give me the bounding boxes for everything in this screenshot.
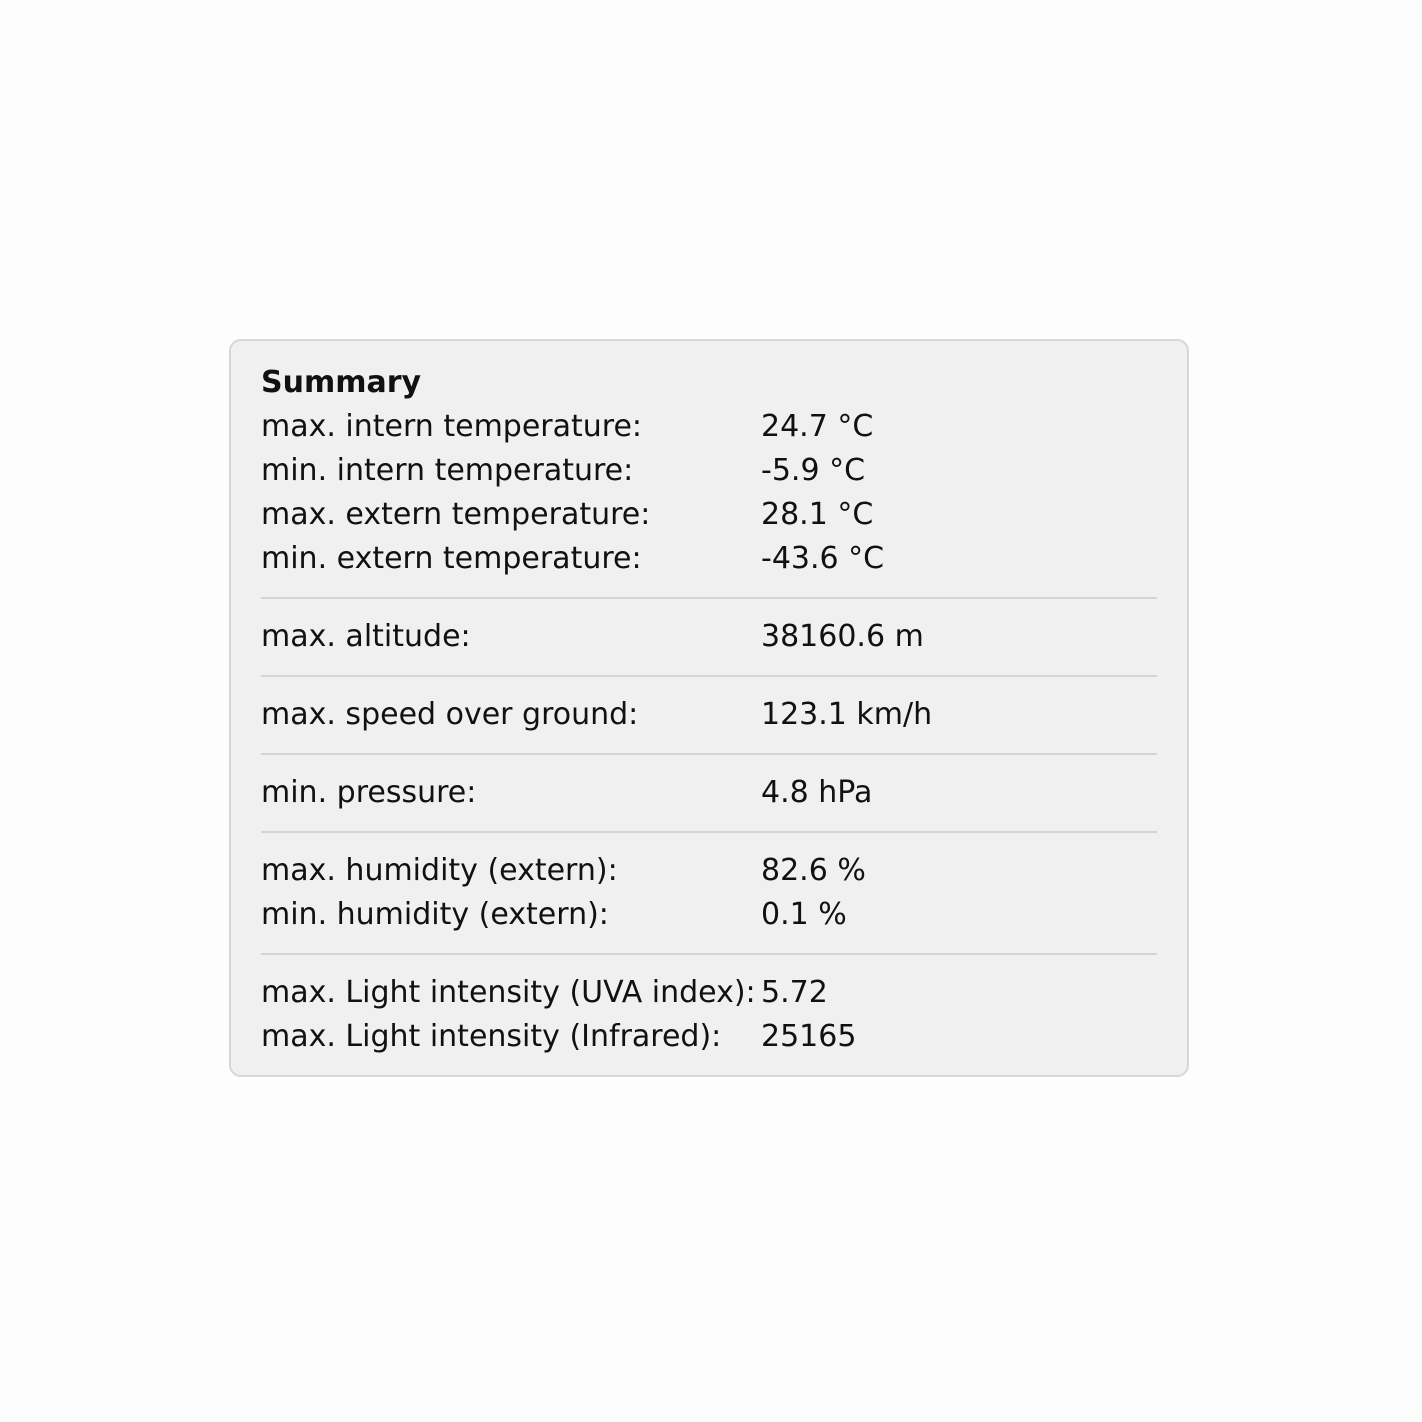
speed-group	[261, 693, 1157, 737]
stat-value: 24.7 °C	[761, 409, 874, 444]
stat-row	[261, 449, 1157, 493]
stat-label: max. speed over ground:	[261, 697, 639, 732]
stat-label: max. Light intensity (UVA index):	[261, 975, 756, 1010]
stat-row	[261, 405, 1157, 449]
light-group	[261, 971, 1157, 1059]
pressure-group	[261, 771, 1157, 815]
stat-row	[261, 615, 1157, 659]
stat-label: min. extern temperature:	[261, 541, 642, 576]
divider	[261, 831, 1157, 833]
stat-label: max. extern temperature:	[261, 497, 651, 532]
stat-label: max. intern temperature:	[261, 409, 643, 444]
stat-label: max. altitude:	[261, 619, 471, 654]
stat-label: min. intern temperature:	[261, 453, 634, 488]
stat-value: -5.9 °C	[761, 453, 866, 488]
summary-title: Summary	[261, 365, 422, 400]
stat-row	[261, 893, 1157, 937]
stat-row	[261, 693, 1157, 737]
altitude-group	[261, 615, 1157, 659]
divider	[261, 953, 1157, 955]
stat-row	[261, 971, 1157, 1015]
stat-row	[261, 771, 1157, 815]
stat-value: 82.6 %	[761, 853, 866, 888]
stat-row	[261, 493, 1157, 537]
stat-label: max. humidity (extern):	[261, 853, 618, 888]
divider	[261, 597, 1157, 599]
divider	[261, 675, 1157, 677]
stat-value: 28.1 °C	[761, 497, 874, 532]
temperature-group	[261, 405, 1157, 581]
divider	[261, 753, 1157, 755]
summary-panel	[229, 339, 1189, 1077]
stat-label: max. Light intensity (Infrared):	[261, 1019, 722, 1054]
stat-value: 5.72	[761, 975, 828, 1010]
stat-value: 38160.6 m	[761, 619, 924, 654]
stat-row	[261, 537, 1157, 581]
stat-value: 4.8 hPa	[761, 775, 873, 810]
stat-value: 123.1 km/h	[761, 697, 933, 732]
stat-value: 25165	[761, 1019, 857, 1054]
humidity-group	[261, 849, 1157, 937]
stat-label: min. pressure:	[261, 775, 477, 810]
stat-value: -43.6 °C	[761, 541, 885, 576]
stat-value: 0.1 %	[761, 897, 847, 932]
stat-label: min. humidity (extern):	[261, 897, 609, 932]
stat-row	[261, 1015, 1157, 1059]
stat-row	[261, 849, 1157, 893]
